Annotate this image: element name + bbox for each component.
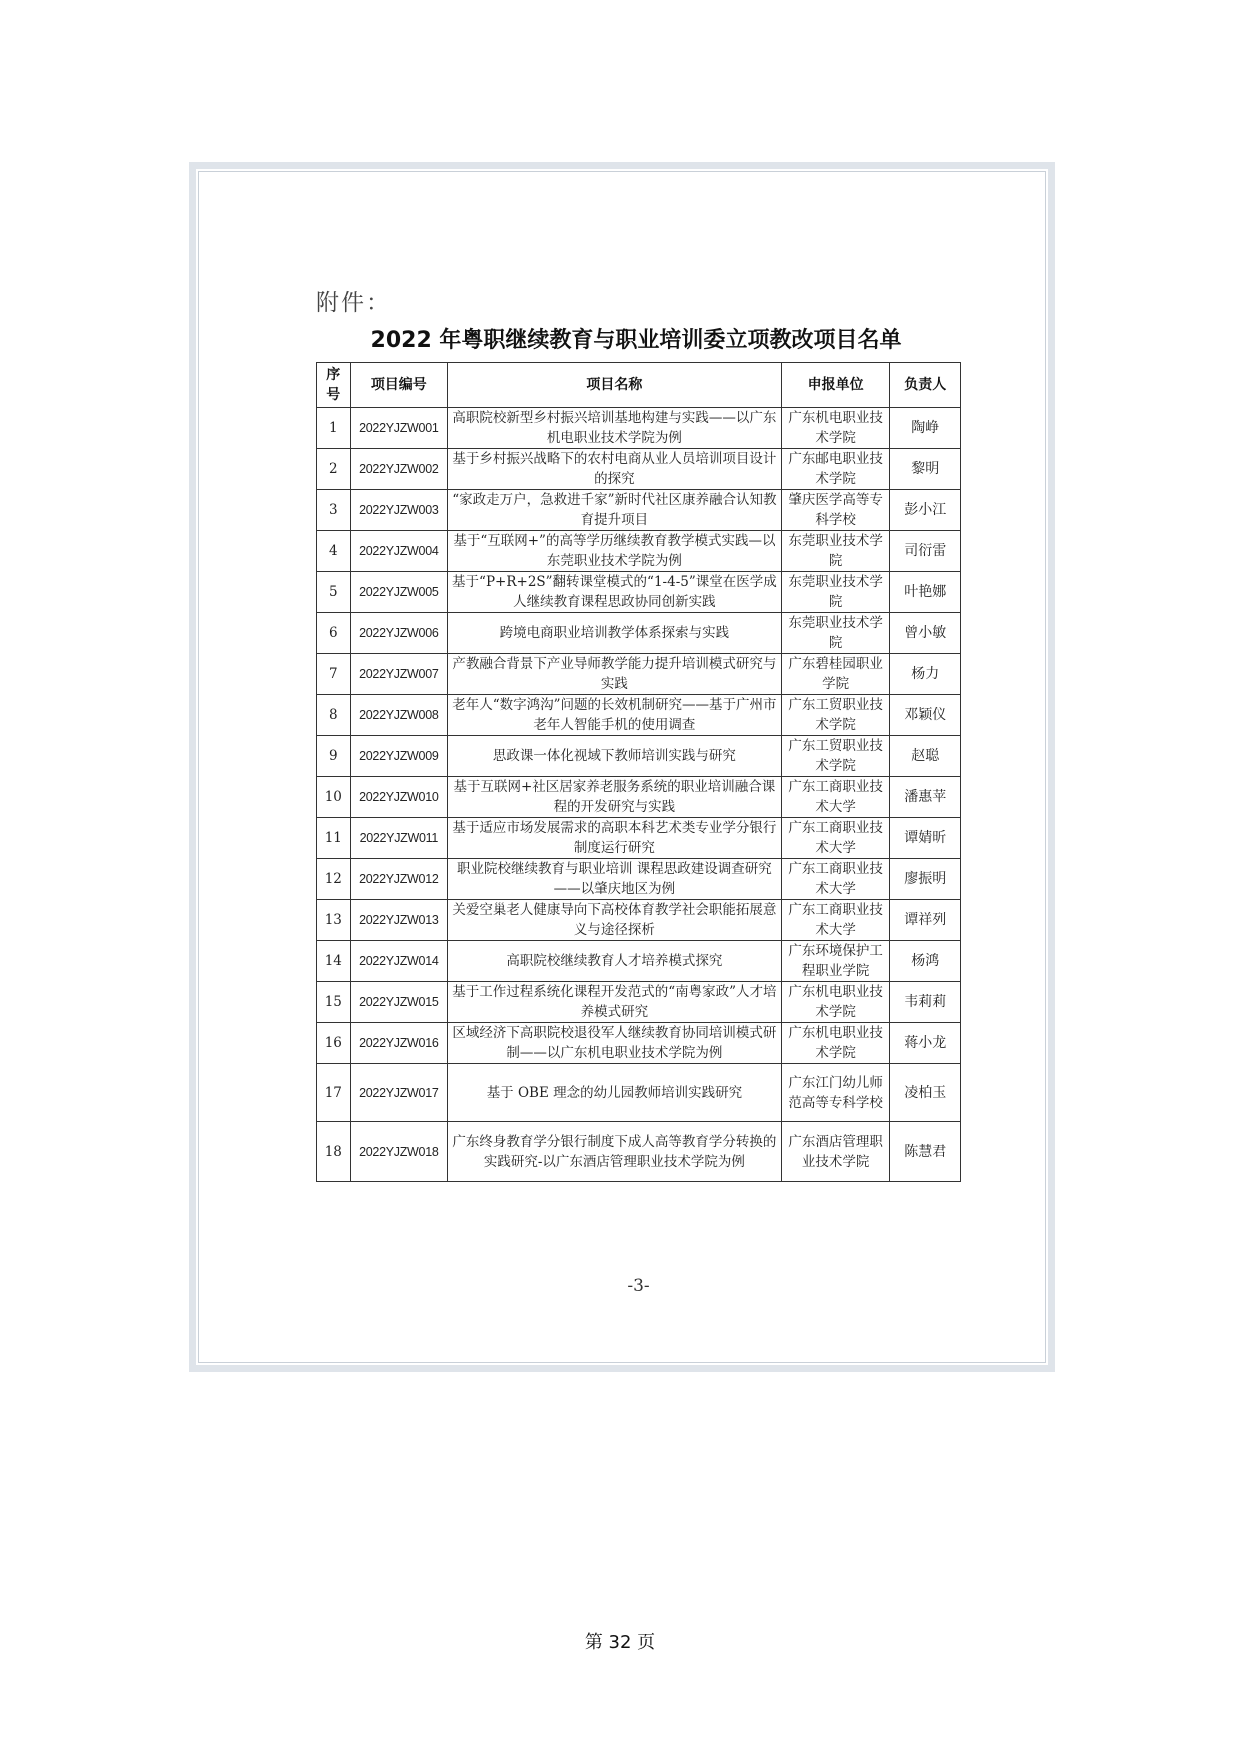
cell-person: 谭祥列 (890, 900, 961, 941)
cell-name: 基于工作过程系统化课程开发范式的“南粤家政”人才培养模式研究 (448, 982, 782, 1023)
cell-code: 2022YJZW015 (350, 982, 447, 1023)
cell-unit: 广东碧桂园职业学院 (781, 654, 890, 695)
cell-person: 叶艳娜 (890, 572, 961, 613)
cell-no: 14 (317, 941, 351, 982)
cell-code: 2022YJZW003 (350, 490, 447, 531)
cell-no: 17 (317, 1064, 351, 1122)
table-row (317, 777, 961, 818)
cell-person: 杨鸿 (890, 941, 961, 982)
table-row (317, 941, 961, 982)
cell-no: 3 (317, 490, 351, 531)
cell-name: 老年人“数字鸿沟”问题的长效机制研究——基于广州市老年人智能手机的使用调查 (448, 695, 782, 736)
cell-unit: 广东邮电职业技术学院 (781, 449, 890, 490)
cell-code: 2022YJZW017 (350, 1064, 447, 1122)
cell-no: 11 (317, 818, 351, 859)
cell-code: 2022YJZW002 (350, 449, 447, 490)
cell-unit: 东莞职业技术学院 (781, 531, 890, 572)
cell-name: 跨境电商职业培训教学体系探索与实践 (448, 613, 782, 654)
table-row (317, 818, 961, 859)
table-row (317, 1064, 961, 1122)
cell-unit: 东莞职业技术学院 (781, 572, 890, 613)
cell-unit: 广东机电职业技术学院 (781, 982, 890, 1023)
cell-no: 15 (317, 982, 351, 1023)
table-body (317, 408, 961, 1182)
inner-page-number: -3- (627, 1276, 650, 1296)
table-header (317, 363, 961, 408)
cell-person: 曾小敏 (890, 613, 961, 654)
cell-name: 基于互联网+社区居家养老服务系统的职业培训融合课程的开发研究与实践 (448, 777, 782, 818)
table-row (317, 449, 961, 490)
cell-name: “家政走万户，急救进千家”新时代社区康养融合认知教育提升项目 (448, 490, 782, 531)
cell-unit: 广东工贸职业技术学院 (781, 695, 890, 736)
cell-unit: 东莞职业技术学院 (781, 613, 890, 654)
cell-name: 区域经济下高职院校退役军人继续教育协同培训模式研制——以广东机电职业技术学院为例 (448, 1023, 782, 1064)
cell-unit: 广东工贸职业技术学院 (781, 736, 890, 777)
cell-name: 关爱空巢老人健康导向下高校体育教学社会职能拓展意义与途径探析 (448, 900, 782, 941)
cell-person: 谭婧昕 (890, 818, 961, 859)
cell-code: 2022YJZW013 (350, 900, 447, 941)
cell-unit: 广东机电职业技术学院 (781, 1023, 890, 1064)
cell-no: 9 (317, 736, 351, 777)
cell-no: 10 (317, 777, 351, 818)
cell-code: 2022YJZW001 (350, 408, 447, 449)
header-no: 序号 (317, 363, 351, 408)
cell-person: 陈慧君 (890, 1122, 961, 1182)
header-person: 负责人 (890, 363, 961, 408)
table-row (317, 900, 961, 941)
cell-name: 基于 OBE 理念的幼儿园教师培训实践研究 (448, 1064, 782, 1122)
cell-person: 邓颖仪 (890, 695, 961, 736)
cell-name: 思政课一体化视域下教师培训实践与研究 (448, 736, 782, 777)
cell-code: 2022YJZW012 (350, 859, 447, 900)
cell-name: 基于“P+R+2S”翻转课堂模式的“1-4-5”课堂在医学成人继续教育课程思政协同创新实践 (448, 572, 782, 613)
table-row (317, 490, 961, 531)
cell-person: 廖振明 (890, 859, 961, 900)
cell-code: 2022YJZW006 (350, 613, 447, 654)
table-row (317, 654, 961, 695)
cell-unit: 广东环境保护工程职业学院 (781, 941, 890, 982)
cell-person: 凌柏玉 (890, 1064, 961, 1122)
table-row (317, 613, 961, 654)
table-row (317, 1023, 961, 1064)
cell-person: 彭小江 (890, 490, 961, 531)
table-row (317, 859, 961, 900)
cell-code: 2022YJZW009 (350, 736, 447, 777)
cell-no: 7 (317, 654, 351, 695)
cell-unit: 肇庆医学高等专科学校 (781, 490, 890, 531)
cell-code: 2022YJZW008 (350, 695, 447, 736)
cell-name: 高职院校继续教育人才培养模式探究 (448, 941, 782, 982)
table-row (317, 531, 961, 572)
cell-no: 18 (317, 1122, 351, 1182)
cell-code: 2022YJZW016 (350, 1023, 447, 1064)
cell-no: 4 (317, 531, 351, 572)
attachment-label: 附件： (316, 290, 391, 316)
cell-name: 基于适应市场发展需求的高职本科艺术类专业学分银行制度运行研究 (448, 818, 782, 859)
cell-person: 赵聪 (890, 736, 961, 777)
header-name: 项目名称 (448, 363, 782, 408)
table-row (317, 572, 961, 613)
cell-name: 广东终身教育学分银行制度下成人高等教育学分转换的实践研究-以广东酒店管理职业技术学院为例 (448, 1122, 782, 1182)
cell-person: 潘惠苹 (890, 777, 961, 818)
cell-name: 基于“互联网+”的高等学历继续教育教学模式实践—以东莞职业技术学院为例 (448, 531, 782, 572)
cell-no: 12 (317, 859, 351, 900)
table-row (317, 736, 961, 777)
cell-unit: 广东工商职业技术大学 (781, 859, 890, 900)
cell-person: 黎明 (890, 449, 961, 490)
cell-unit: 广东酒店管理职业技术学院 (781, 1122, 890, 1182)
cell-code: 2022YJZW011 (350, 818, 447, 859)
cell-person: 杨力 (890, 654, 961, 695)
cell-person: 蒋小龙 (890, 1023, 961, 1064)
cell-name: 基于乡村振兴战略下的农村电商从业人员培训项目设计的探究 (448, 449, 782, 490)
cell-no: 6 (317, 613, 351, 654)
cell-code: 2022YJZW018 (350, 1122, 447, 1182)
cell-name: 高职院校新型乡村振兴培训基地构建与实践——以广东机电职业技术学院为例 (448, 408, 782, 449)
table-row (317, 1122, 961, 1182)
page-footer: 第 32 页 (584, 1632, 656, 1653)
cell-code: 2022YJZW007 (350, 654, 447, 695)
cell-no: 2 (317, 449, 351, 490)
cell-no: 8 (317, 695, 351, 736)
table-header-row (317, 363, 961, 408)
cell-person: 韦莉莉 (890, 982, 961, 1023)
project-table (316, 362, 961, 1182)
cell-no: 16 (317, 1023, 351, 1064)
cell-person: 司衍雷 (890, 531, 961, 572)
cell-unit: 广东江门幼儿师范高等专科学校 (781, 1064, 890, 1122)
cell-code: 2022YJZW014 (350, 941, 447, 982)
document-title: 2022 年粤职继续教育与职业培训委立项教改项目名单 (370, 328, 902, 353)
cell-unit: 广东机电职业技术学院 (781, 408, 890, 449)
cell-code: 2022YJZW010 (350, 777, 447, 818)
cell-name: 职业院校继续教育与职业培训 课程思政建设调查研究——以肇庆地区为例 (448, 859, 782, 900)
header-code: 项目编号 (350, 363, 447, 408)
cell-name: 产教融合背景下产业导师教学能力提升培训模式研究与实践 (448, 654, 782, 695)
cell-no: 5 (317, 572, 351, 613)
cell-unit: 广东工商职业技术大学 (781, 818, 890, 859)
table-row (317, 695, 961, 736)
cell-code: 2022YJZW005 (350, 572, 447, 613)
table-row (317, 408, 961, 449)
cell-no: 1 (317, 408, 351, 449)
header-unit: 申报单位 (781, 363, 890, 408)
cell-no: 13 (317, 900, 351, 941)
cell-code: 2022YJZW004 (350, 531, 447, 572)
cell-unit: 广东工商职业技术大学 (781, 900, 890, 941)
cell-person: 陶峥 (890, 408, 961, 449)
table-row (317, 982, 961, 1023)
cell-unit: 广东工商职业技术大学 (781, 777, 890, 818)
